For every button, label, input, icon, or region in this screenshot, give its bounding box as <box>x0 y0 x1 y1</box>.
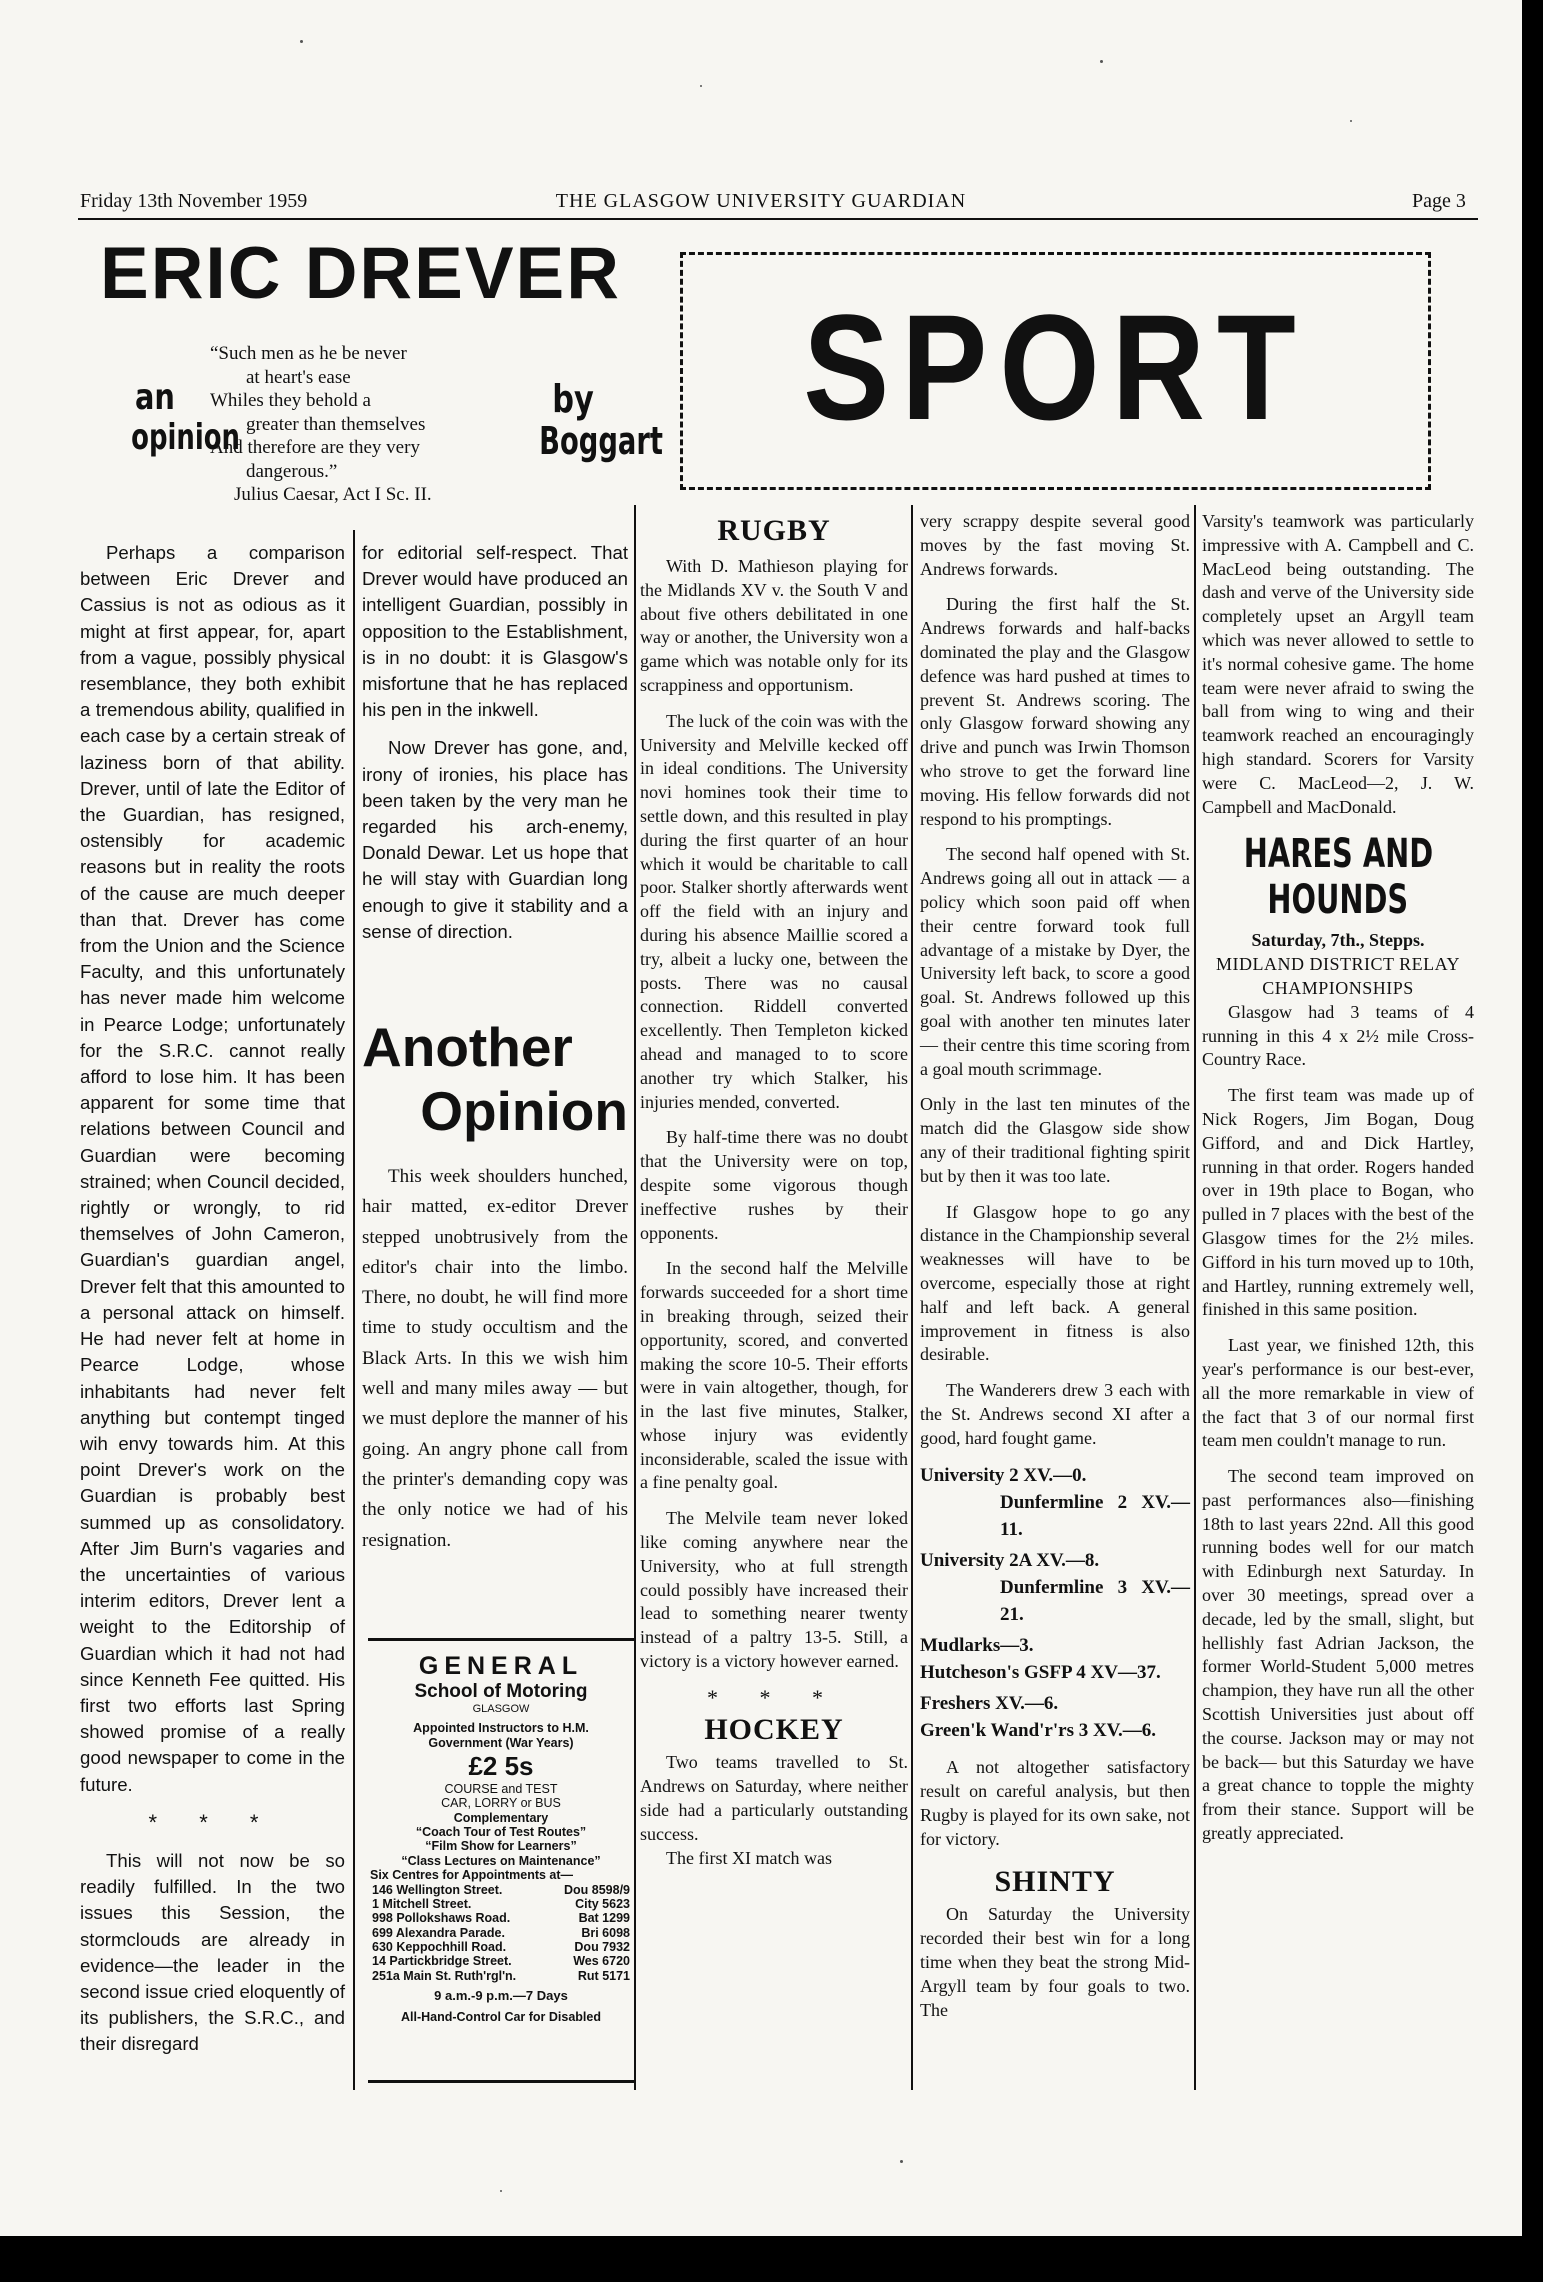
hares-hounds-heading <box>1202 831 1474 923</box>
byline-tag <box>515 377 663 463</box>
sport-column-c <box>1202 510 1474 1858</box>
print-speck <box>900 2160 903 2163</box>
column-rule <box>353 530 355 2090</box>
centre-phone: Rut 5171 <box>577 1968 630 1983</box>
result-away: Dunfermline 2 XV.—11. <box>1000 1492 1190 1541</box>
header-rule <box>78 218 1478 220</box>
hares-event: MIDLAND DISTRICT RELAY <box>1215 954 1460 975</box>
hares-title-line: HARES AND <box>1243 831 1433 878</box>
driving-school-advert <box>370 1652 632 2082</box>
article-paragraph: for editorial self-respect. That Drever would have produced an intelligent Guardian, possibly in opposition to the Establishment, is in no doubt: it is Glasgow's misfortune that he has replaced his pen in the inkwell. <box>362 542 628 721</box>
advert-centre-row <box>370 1940 632 1954</box>
article-paragraph: The Melvile team never loked like coming anywhere near the University, who at full strength could possibly have increased their lead to something nearer twenty instead of a paltry 13-5. Still, a victory is a victory however earned. <box>640 1508 908 1672</box>
article-paragraph: A not altogether satisfactory result on careful analysis, but then Rugby is played for its own sake, not for victory. <box>920 1757 1190 1849</box>
advert-course: COURSE and TEST <box>444 1781 558 1796</box>
advert-centre-row <box>370 1926 632 1940</box>
article-paragraph: Perhaps a comparison between Eric Drever and Cassius is not as odious as it might at first appear, for, apart from a vague, possibly physical resemblance, they both exhibit a tremendous ability, qualified in each case by a certain streak of laziness born of that ability. Drever, until of late the Editor of the Guardian, has resigned, ostensibly for academic reasons but in reality the roots of the cause are much deeper than that. Drever has come from the Union and the Science Faculty, and this unfortunately has never made him welcome in Pearce Lodge; unfortunately for the S.R.C. cannot really afford to lose him. It has been apparent for some time that relations between Council and Guardian were becoming strained; when Council decided, rightly or wrongly, to rid themselves of John Cameron, Guardian's guardian angel, Drever felt that this amounted to a personal attack on himself. He had never felt at home in Pearce Lodge, whose inhabitants had never felt anything but contempt tinged wih envy towards him. At this point Drever's work on the Guardian is probably best summed up as consolidatory. After Jim Burn's vagaries and the uncertainties of various interim editors, Drever lent a weight to the Editorship of Guardian which it had not had since Kenneth Fee quitted. His first two efforts last Spring showed promise of a really good newspaper to come in the future. <box>80 542 345 1795</box>
masthead-title: THE GLASGOW UNIVERSITY GUARDIAN <box>555 190 967 212</box>
advert-title: GENERAL <box>418 1652 584 1680</box>
article-paragraph: The second half opened with St. Andrews going all out in attack — a policy which soon paid off when their centre forward took full advantage of a mistake by Dyer, the University left back, to score a good goal. St. Andrews followed up this goal with another ten minutes later — their centre this time scoring from a goal mouth scrimmage. <box>920 844 1190 1079</box>
result-entry <box>920 1547 1190 1628</box>
article-paragraph: Now Drever has gone, and, irony of ironies, his place has been taken by the very man he regarded his arch-enemy, Donald Dewar. Let us hope that he will stay with Guardian long enough to give it stability and a sense of direction. <box>362 737 628 942</box>
article-paragraph: Last year, we finished 12th, this year's performance is our best-ever, all the more remarkable in view of the fact that 3 of our normal first team men couldn't manage to run. <box>1202 1335 1474 1451</box>
advert-appointed: Appointed Instructors to H.M. Government (War Years) <box>413 1721 589 1750</box>
advert-price: £2 5s <box>468 1750 534 1781</box>
sport-banner-title: SPORT <box>803 283 1308 451</box>
result-away: Green'k Wand'r'rs 3 XV.—6. <box>920 1720 1156 1742</box>
advert-centre-row <box>370 1969 632 1983</box>
article-paragraph: If Glasgow hope to go any distance in the Championship several weaknesses will have to be overcome, especially those at right half and left back. A general improvement in fitness is also desirable. <box>920 1201 1190 1365</box>
another-opinion-headline <box>362 1015 632 1143</box>
rugby-column-b <box>920 510 1190 2034</box>
column-rule <box>1194 505 1196 2090</box>
result-home: Freshers XV.—6. <box>920 1693 1059 1715</box>
advert-vehicles: CAR, LORRY or BUS <box>441 1796 561 1811</box>
advert-footer: All-Hand-Control Car for Disabled <box>400 2010 601 2025</box>
article-paragraph: During the first half the St. Andrews forwards and half-backs dominated the play and the Glasgow defence was hard pushed at times to prevent St. Andrews scoring. The only Glasgow forward showing any drive and punch was Irwin Thomson who strove to get the forward line moving. His fellow forwards did not respond to his promptings. <box>920 594 1190 829</box>
tag-opinion: opinion <box>131 417 241 458</box>
headline-line: Another <box>362 1016 573 1078</box>
article-paragraph: On Saturday the University recorded their best win for a long time when they beat the strong Mid-Argyll team by four goals to two. The <box>920 1904 1190 2020</box>
epigraph-line: “Such men as he be never <box>210 343 407 364</box>
result-away: Dunfermline 3 XV.—21. <box>1000 1577 1190 1626</box>
issue-date: Friday 13th November 1959 <box>80 190 308 212</box>
tag-by: by <box>551 377 594 421</box>
column-rule <box>911 505 913 2090</box>
advert-extra: “Film Show for Learners” <box>425 1839 577 1854</box>
epigraph-line: And therefore are they very <box>210 437 420 458</box>
result-entry <box>920 1462 1190 1543</box>
article-paragraph: Only in the last ten minutes of the match did the Glasgow side show any of their traditional fighting spirit but by then it was too late. <box>920 1094 1190 1186</box>
centre-address: 699 Alexandra Parade. <box>372 1925 505 1940</box>
advert-hours: 9 a.m.-9 p.m.—7 Days <box>434 1988 568 2004</box>
result-away: Hutcheson's GSFP 4 XV—37. <box>920 1662 1161 1684</box>
advert-complementary: Complementary <box>453 1810 549 1825</box>
advert-centre-row <box>370 1897 632 1911</box>
centre-address: 251a Main St. Ruth'rgl'n. <box>372 1968 517 1983</box>
hares-event: CHAMPIONSHIPS <box>1262 977 1414 998</box>
print-speck <box>500 2190 502 2192</box>
advert-centre-row <box>370 1883 632 1897</box>
print-speck <box>1350 120 1352 122</box>
epigraph-line: Whiles they behold a <box>210 390 371 411</box>
print-speck <box>300 40 303 43</box>
result-home: University 2 XV.—0. <box>920 1465 1087 1487</box>
advert-extra: “Class Lectures on Maintenance” <box>401 1853 601 1868</box>
result-home: Mudlarks—3. <box>920 1635 1034 1657</box>
drever-headline: ERIC DREVER <box>100 233 621 314</box>
epigraph-attribution: Julius Caesar, Act I Sc. II. <box>234 484 432 505</box>
hares-date: Saturday, 7th., Stepps. <box>1251 930 1425 951</box>
centre-phone: Bri 6098 <box>581 1925 630 1940</box>
advert-centres <box>370 1883 632 1984</box>
centre-address: 14 Partickbridge Street. <box>372 1954 512 1969</box>
epigraph-line: at heart's ease <box>246 366 351 388</box>
article-paragraph: This will not now be so readily fulfilled. In the two issues this Session, the stormclouds are already in evidence—the leader in the second issue cried eloquently of its publishers, the S.R.C., and their disregard <box>80 1849 345 2055</box>
article-paragraph: The first XI match was <box>666 1847 832 1868</box>
tag-author: Boggart <box>539 419 663 463</box>
article-paragraph: With D. Mathieson playing for the Midlands XV v. the South V and about five others debilitated in one way or another, the University won a game which was notable only for its scrappiness and opportunism. <box>640 556 908 695</box>
print-speck <box>1100 60 1103 63</box>
article-paragraph: By half-time there was no doubt that the University were on top, despite some vigorous though ineffective rushes by their opponents. <box>640 1127 908 1243</box>
advert-subtitle: School of Motoring <box>414 1680 588 1702</box>
article-paragraph: The Wanderers drew 3 each with the St. Andrews second XI after a good, hard fought game. <box>920 1380 1190 1448</box>
centre-address: 146 Wellington Street. <box>372 1882 503 1897</box>
centre-phone: City 5623 <box>575 1896 630 1911</box>
article-paragraph: Varsity's teamwork was particularly impressive with A. Campbell and C. MacLeod being outstanding. The dash and verve of the University side completely upset an Argyll team which was never allowed to settle to it's normal cohesive game. The home team were never afraid to swing the ball from wing to wing and their teamwork reached an encouragingly high standard. Scorers for Varsity were C. MacLeod—2, J. W. Campbell and MacDonald. <box>1202 511 1474 817</box>
result-home: University 2A XV.—8. <box>920 1550 1100 1572</box>
print-speck <box>700 85 702 87</box>
article-paragraph: In the second half the Melville forwards succeeded for a short time in breaking through, seized their opportunity, scored, and converted making the score 10-5. Their efforts were in vain altogether, though, for in the last five minutes, Stalker, whose injury was evidently inconsiderable, scaled the issue with a fine penalty goal. <box>640 1258 908 1493</box>
section-stars: * * * <box>148 1809 277 1835</box>
article-paragraph: The second team improved on past performances also—finishing 18th to last years 22nd. All this good running bodes well for our match with Edinburgh next Saturday. In over 30 meetings, spread over a decade, led by the small, slight, but hellishly fast Adrian Jackson, the former World-Student 5,000 metres champion, they have run all the other Scottish Universities just about off the course. Jackson may or may not be back— but this Saturday we have a great chance to topple the mighty from their stance. Support will be greatly appreciated. <box>1202 1466 1474 1844</box>
shinty-title: SHINTY <box>994 1864 1116 1898</box>
centre-phone: Dou 8598/9 <box>563 1882 630 1897</box>
result-entry <box>920 1690 1190 1744</box>
article-paragraph: The first team was made up of Nick Rogers, Jim Bogan, Doug Gifford, and and Dick Hartley, running in that order. Rogers handed over in 19th place to Bogan, who pulled in 7 places with the best of the Glasgow times for the 2½ miles. Gifford in his turn moved up to 10th, and Hartley, running extremely well, finished in this same position. <box>1202 1085 1474 1320</box>
article-paragraph: This week shoulders hunched, hair matted, ex-editor Drever stepped unobtrusively from the editor's chair into the limbo. There, no doubt, he will find more time to study occultism and the Black Arts. In this we wish him well and many miles away — but we must deplore the manner of his going. An angry phone call from the printer's demanding copy was the only notice we had of his resignation. <box>362 1166 628 1551</box>
advert-city: GLASGOW <box>472 1702 530 1715</box>
epigraph-line: greater than themselves <box>246 413 426 435</box>
advert-bottom-rule <box>368 2080 636 2083</box>
advert-top-rule <box>368 1638 636 1641</box>
opinion-tag <box>110 377 241 458</box>
rugby-title: RUGBY <box>717 514 831 547</box>
epigraph-line: dangerous.” <box>246 460 338 482</box>
epigraph <box>210 342 500 507</box>
drever-column-1 <box>80 540 345 2070</box>
page-number: Page 3 <box>1412 190 1466 212</box>
advert-extra: “Coach Tour of Test Routes” <box>415 1825 587 1839</box>
centre-address: 630 Keppochhill Road. <box>372 1940 507 1954</box>
hares-title-line: HOUNDS <box>1267 877 1409 924</box>
centre-address: 1 Mitchell Street. <box>372 1896 472 1911</box>
advert-centre-row <box>370 1911 632 1925</box>
article-paragraph: The luck of the coin was with the University and Melville kecked off in ideal conditions. The University novi homines took their time to settle down, and this resulted in play during the first quarter of an hour which it would be charitable to call poor. Stalker shortly afterwards went off the field with an injury and during his absence Maillie scored a try, albeit a lucky one, between the posts. There was no causal connection. Riddell converted excellently. Then Templeton kicked ahead and managed to to score another try which Stalker, his injuries mended, converted. <box>640 710 908 1112</box>
drever-column-2 <box>362 540 628 957</box>
tag-an: an <box>135 377 175 418</box>
article-paragraph: very scrappy despite several good moves by the fast moving St. Andrews forwards. <box>920 511 1190 579</box>
section-stars: * * * <box>707 1684 841 1710</box>
centre-address: 998 Pollokshaws Road. <box>372 1911 511 1926</box>
hockey-title: HOCKEY <box>704 1712 844 1746</box>
another-opinion-text <box>362 1162 628 1568</box>
sport-banner <box>680 252 1431 490</box>
advert-centre-row <box>370 1954 632 1968</box>
centre-phone: Bat 1299 <box>578 1911 630 1926</box>
article-paragraph: Glasgow had 3 teams of 4 running in this 4 x 2½ mile Cross-Country Race. <box>1202 1001 1474 1070</box>
headline-line: Opinion <box>420 1080 628 1142</box>
advert-centres-label: Six Centres for Appointments at— <box>370 1868 574 1883</box>
centre-phone: Wes 6720 <box>573 1954 630 1969</box>
column-rule <box>634 505 636 2090</box>
result-entry <box>920 1632 1190 1686</box>
centre-phone: Dou 7932 <box>574 1940 630 1954</box>
rugby-column-a <box>640 555 908 1870</box>
article-paragraph: Two teams travelled to St. Andrews on Saturday, where neither side had a particularly outstanding success. <box>640 1752 908 1844</box>
rugby-results <box>920 1462 1190 1744</box>
